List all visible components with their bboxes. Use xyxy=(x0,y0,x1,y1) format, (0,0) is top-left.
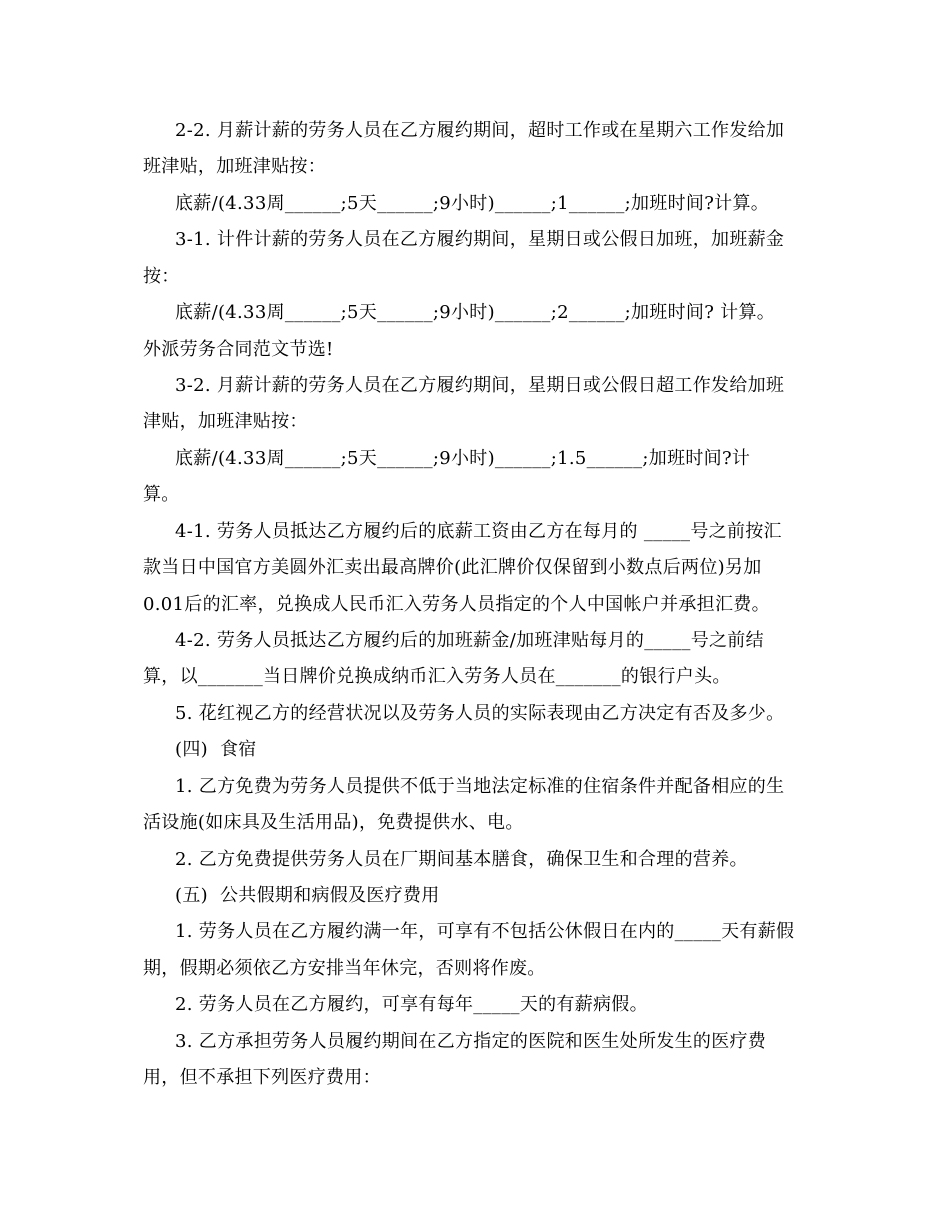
text-line: 3-2. 月薪计薪的劳务人员在乙方履约期间，星期日或公假日超工作发给加班 xyxy=(175,375,785,396)
text-line: 用，但不承担下列医疗费用： xyxy=(143,1067,381,1088)
text-line: 2. 劳务人员在乙方履约，可享有每年_____天的有薪病假。 xyxy=(175,994,648,1015)
text-line: 底薪/(4.33周______;5天______;9小时)______;2______;加班时间? 计算。 xyxy=(175,302,776,323)
text-line: 2. 乙方免费提供劳务人员在厂期间基本膳食，确保卫生和合理的营养。 xyxy=(175,849,748,870)
text-line: 底薪/(4.33周______;5天______;9小时)______;1.5______;加班时间?计 xyxy=(175,448,751,469)
text-line: 款当日中国官方美圆外汇卖出最高牌价(此汇牌价仅保留到小数点后两位)另加 xyxy=(143,557,762,578)
text-line: 5. 花红视乙方的经营状况以及劳务人员的实际表现由乙方决定有否及多少。 xyxy=(175,703,785,724)
text-line: 3-1. 计件计薪的劳务人员在乙方履约期间，星期日或公假日加班，加班薪金 xyxy=(175,229,785,250)
text-line: 1. 劳务人员在乙方履约满一年，可享有不包括公休假日在内的_____天有薪假 xyxy=(175,921,795,942)
text-line: 1. 乙方免费为劳务人员提供不低于当地法定标准的住宿条件并配备相应的生 xyxy=(175,776,785,797)
text-line: 外派劳务合同范文节选! xyxy=(143,339,334,360)
section-heading: (五) 公共假期和病假及医疗费用 xyxy=(175,885,440,906)
text-line: 津贴，加班津贴按： xyxy=(143,411,308,432)
text-line: 期，假期必须依乙方安排当年休完，否则将作废。 xyxy=(143,958,546,979)
text-line: 班津贴，加班津贴按： xyxy=(143,156,326,177)
section-heading: (四) 食宿 xyxy=(175,739,257,760)
text-line: 4-1. 劳务人员抵达乙方履约后的底薪工资由乙方在每月的 _____号之前按汇 xyxy=(175,521,782,542)
text-line: 2-2. 月薪计薪的劳务人员在乙方履约期间，超时工作或在星期六工作发给加 xyxy=(175,120,785,141)
text-line: 活设施(如床具及生活用品)，免费提供水、电。 xyxy=(143,812,524,833)
text-line: 算，以_______当日牌价兑换成纳币汇入劳务人员在_______的银行户头。 xyxy=(143,666,731,687)
text-line: 0.01后的汇率，兑换成人民币汇入劳务人员指定的个人中国帐户并承担汇费。 xyxy=(143,594,770,615)
text-line: 4-2. 劳务人员抵达乙方履约后的加班薪金/加班津贴每月的_____号之前结 xyxy=(175,630,764,651)
text-line: 算。 xyxy=(143,484,180,505)
text-line: 底薪/(4.33周______;5天______;9小时)______;1______;加班时间?计算。 xyxy=(175,193,770,214)
text-line: 按： xyxy=(143,266,180,287)
text-line: 3. 乙方承担劳务人员履约期间在乙方指定的医院和医生处所发生的医疗费 xyxy=(175,1031,767,1052)
